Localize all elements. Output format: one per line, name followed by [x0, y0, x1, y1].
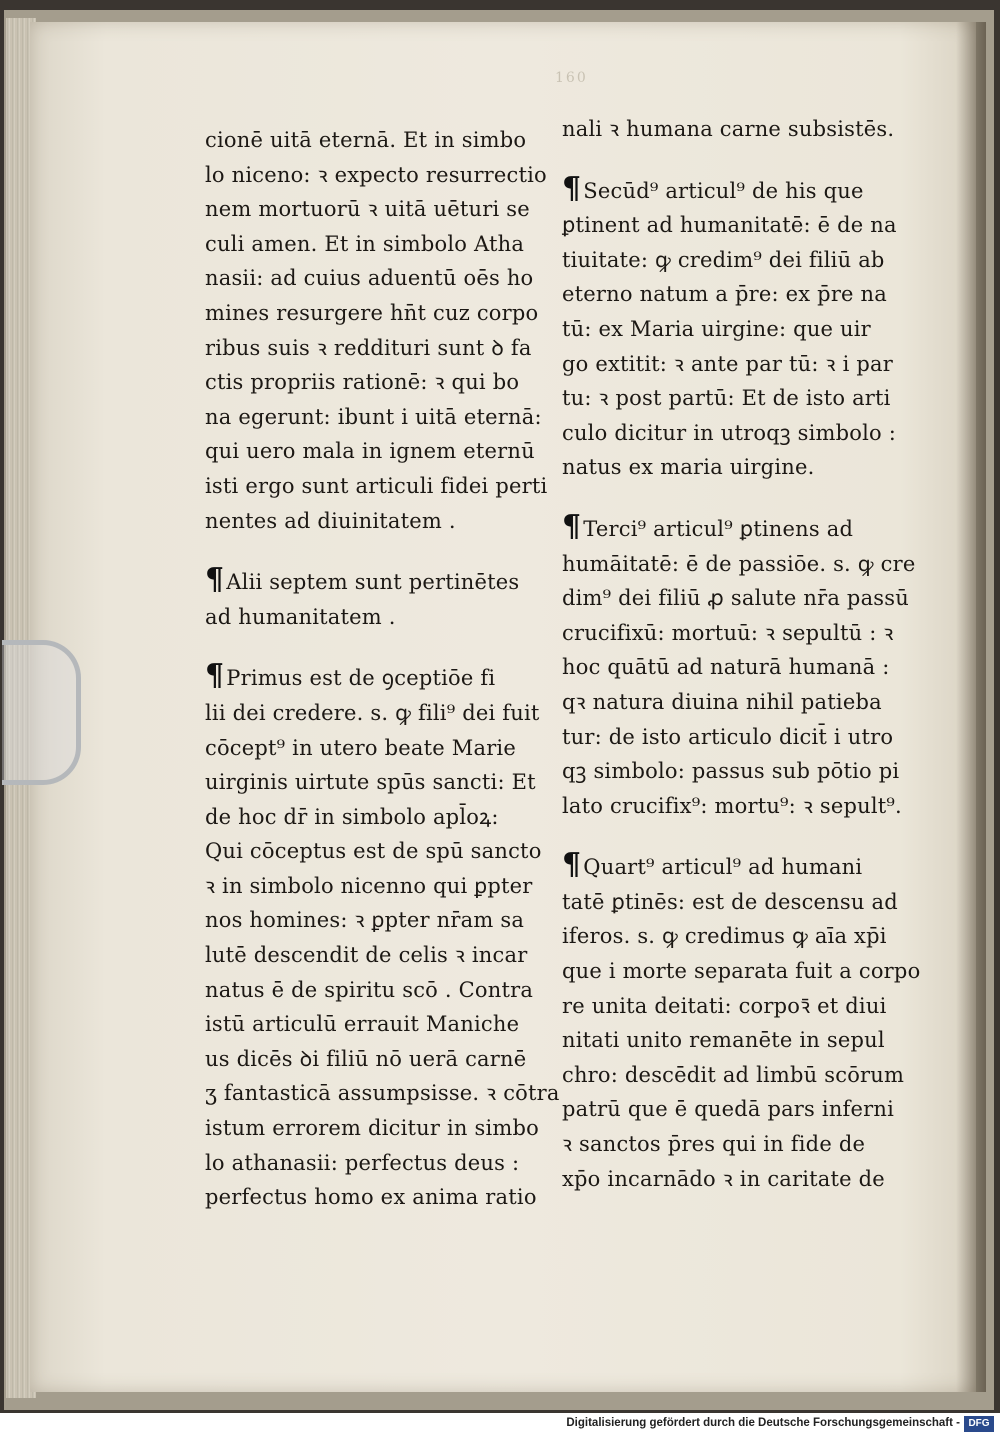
text-line — [562, 112, 902, 147]
pilcrow-icon: ¶ — [205, 658, 225, 694]
text-line — [562, 954, 921, 989]
text-line-content: tū: ex Maria uirgine: que uir — [562, 316, 871, 341]
text-line-content: Terci⁹ articul⁹ ꝑtinens ad — [583, 516, 854, 541]
text-line — [562, 1058, 905, 1093]
text-line-content: istum errorem dicitur in simbo — [205, 1116, 539, 1141]
text-line-content: dim⁹ dei filiū ꝓ salute nr̄a passū — [562, 586, 909, 611]
text-line — [205, 1076, 560, 1111]
paragraph — [205, 658, 560, 1215]
text-line-content: de hoc dr̄ in simbolo apl̄oꝝ: — [205, 804, 499, 829]
text-line-content: crucifixū: mortuū: ꝛ sepultū : ꝛ — [562, 620, 894, 645]
text-line — [205, 731, 555, 766]
dfg-logo: DFG — [964, 1416, 994, 1432]
text-line-content: ad humanitatem . — [205, 604, 396, 629]
text-line — [205, 504, 555, 539]
text-line — [205, 1042, 555, 1077]
text-line-content: istū articulū errauit Maniche — [205, 1012, 520, 1037]
text-line — [205, 400, 555, 435]
text-line — [205, 800, 555, 835]
text-line — [562, 450, 902, 485]
text-line-content: culo dicitur in utroqꝫ simbolo : — [562, 420, 897, 445]
text-line — [562, 754, 902, 789]
text-line-content: ctis propriis rationē: ꝛ qui bo — [205, 370, 520, 395]
pilcrow-icon: ¶ — [562, 170, 582, 206]
paragraph — [562, 847, 921, 1196]
text-line-content: qꝛ natura diuina nihil patieba — [562, 689, 882, 714]
text-line — [562, 581, 909, 616]
text-line — [562, 277, 902, 312]
text-line-content: lutē descendit de celis ꝛ incar — [205, 943, 528, 968]
paragraph — [205, 562, 555, 634]
text-line-content: uirginis uirtute spūs sancti: Et — [205, 770, 536, 795]
text-line-content: qꝫ simbolo: passus sub pōtio pi — [562, 759, 900, 784]
text-line — [205, 938, 555, 973]
text-line-content: nali ꝛ humana carne subsistēs. — [562, 117, 895, 141]
text-column-right — [562, 112, 921, 1223]
gutter-shadow — [956, 22, 986, 1392]
text-line-content: lato crucifix⁹: mortu⁹: ꝛ sepult⁹. — [562, 793, 902, 818]
text-line — [205, 227, 555, 262]
text-line — [205, 469, 555, 504]
text-line — [562, 616, 902, 651]
text-line-content: Primus est de ꝯceptiōe fi — [226, 666, 496, 691]
text-line-content: nasii: ad cuius aduentū oēs ho — [205, 266, 534, 291]
text-line-content: cōcept⁹ in utero beate Marie — [205, 735, 516, 760]
text-line — [205, 869, 555, 904]
text-line-content: tu: ꝛ post partū: Et de isto arti — [562, 386, 891, 411]
text-line — [205, 1146, 555, 1181]
text-line-content: nitati unito remanēte in sepul — [562, 1028, 885, 1053]
text-line-content: iferos. s. ꝙ credimus ꝙ aīa xp̄i — [562, 924, 887, 949]
text-line — [205, 600, 555, 635]
text-line-content: ꝛ sanctos p̄res qui in fide de — [562, 1132, 866, 1157]
text-line — [562, 1162, 902, 1197]
pilcrow-icon: ¶ — [205, 562, 225, 598]
text-line-content: Secūd⁹ articul⁹ de his que — [583, 178, 864, 203]
text-line-content: lii dei credere. s. ꝙ fili⁹ dei fuit — [205, 700, 540, 725]
paragraph — [562, 508, 916, 823]
text-line — [562, 1023, 902, 1058]
paragraph — [562, 170, 902, 485]
text-line — [205, 1007, 555, 1042]
text-line — [205, 261, 555, 296]
text-line-content: tur: de isto articulo dicit̄ i utro — [562, 724, 894, 749]
text-line — [562, 847, 902, 885]
text-line-content: que i morte separata fuit a corpo — [562, 959, 921, 984]
text-line — [205, 123, 555, 158]
text-line-content: perfectus homo ex anima ratio — [205, 1185, 537, 1210]
text-line-content: nos homines: ꝛ ꝑpter nr̄am sa — [205, 908, 525, 933]
text-line — [205, 1180, 555, 1215]
text-line-content: lo athanasii: perfectus deus : — [205, 1150, 520, 1175]
text-line — [562, 1127, 902, 1162]
text-line-content: mines resurgere hn̄t cuz corpo — [205, 300, 539, 325]
text-line-content: xp̄o incarnādo ꝛ in caritate de — [562, 1166, 885, 1191]
text-line-content: ʒ fantasticā assumpsisse. ꝛ cōtra — [205, 1081, 560, 1106]
text-line — [562, 1092, 902, 1127]
pilcrow-icon: ¶ — [562, 847, 582, 883]
text-line-content: lo niceno: ꝛ expecto resurrectio — [205, 162, 547, 187]
text-line-content: go extitit: ꝛ ante par tū: ꝛ i par — [562, 351, 893, 376]
text-line-content: humāitatē: ē de passiōe. s. ꝙ cre — [562, 551, 916, 576]
text-line-content: ꝑtinent ad humanitatē: ē de na — [562, 213, 897, 238]
text-line — [205, 296, 555, 331]
text-line — [205, 434, 555, 469]
text-line — [205, 903, 555, 938]
text-line — [205, 973, 555, 1008]
text-line — [205, 158, 555, 193]
text-line-content: eterno natum a p̄re: ex p̄re na — [562, 282, 888, 307]
text-line — [562, 547, 916, 582]
text-line-content: Quart⁹ articul⁹ ad humani — [583, 855, 863, 880]
text-line-content: natus ē de spiritu scō . Contra — [205, 977, 534, 1002]
text-line-content: nentes ad diuinitatem . — [205, 508, 456, 533]
footer-bar — [0, 1413, 1000, 1437]
paragraph — [562, 112, 902, 147]
text-line-content: us dicēs ꝺi filiū nō uerā carnē — [205, 1046, 527, 1071]
text-line — [562, 416, 902, 451]
text-line — [562, 208, 902, 243]
paragraph — [205, 123, 555, 538]
text-line — [562, 312, 902, 347]
text-line-content: re unita deitati: corpoꝛ̄ et diui — [562, 993, 887, 1018]
text-line-content: tiuitate: ꝙ credim⁹ dei filiū ab — [562, 247, 885, 272]
text-line-content: na egerunt: ibunt i uitā eternā: — [205, 404, 542, 429]
text-line — [562, 170, 902, 209]
text-line — [562, 650, 902, 685]
text-line — [562, 508, 902, 547]
text-line — [562, 989, 902, 1024]
text-line-content: cionē uitā eternā. Et in simbo — [205, 128, 527, 152]
footer-credit: Digitalisierung gefördert durch die Deutsche Forschungsgemeinschaft - — [566, 1417, 960, 1429]
text-line-content: chro: descēdit ad limbū scōrum — [562, 1062, 905, 1087]
text-line — [205, 562, 555, 600]
text-line — [562, 243, 902, 278]
text-line-content: patrū que ē quedā pars inferni — [562, 1097, 895, 1122]
foliation-mark: 160 — [555, 70, 588, 86]
text-line — [205, 331, 555, 366]
text-line — [205, 658, 555, 696]
text-line — [562, 720, 902, 755]
text-line-content: Qui cōceptus est de spū sancto — [205, 839, 542, 864]
text-line-content: qui uero mala in ignem eternū — [205, 439, 535, 464]
text-line-content: tatē ꝑtinēs: est de descensu ad — [562, 889, 898, 914]
text-line — [205, 834, 555, 869]
text-line-content: culi amen. Et in simbolo Atha — [205, 231, 525, 256]
text-line-content: Alii septem sunt pertinētes — [226, 570, 520, 595]
text-line — [562, 685, 902, 720]
pilcrow-icon: ¶ — [562, 508, 582, 544]
text-line-content: isti ergo sunt articuli fidei perti — [205, 473, 548, 498]
text-line-content: nem mortuorū ꝛ uitā uēturi se — [205, 197, 530, 222]
text-line — [205, 365, 555, 400]
text-line — [562, 789, 902, 824]
text-line-content: natus ex maria uirgine. — [562, 455, 815, 480]
paper-clip-icon — [2, 640, 81, 785]
text-line — [562, 919, 902, 954]
text-line — [205, 192, 555, 227]
text-line-content: ribus suis ꝛ reddituri sunt ꝺ fa — [205, 335, 532, 360]
text-line — [205, 1111, 555, 1146]
text-line — [562, 381, 902, 416]
text-line — [562, 885, 902, 920]
text-line — [205, 765, 555, 800]
text-line-content: hoc quātū ad naturā humanā : — [562, 655, 890, 680]
text-line-content: ꝛ in simbolo nicenno qui ꝑpter — [205, 873, 533, 898]
text-line — [562, 347, 902, 382]
text-column-left — [205, 123, 560, 1242]
text-line — [205, 696, 555, 731]
